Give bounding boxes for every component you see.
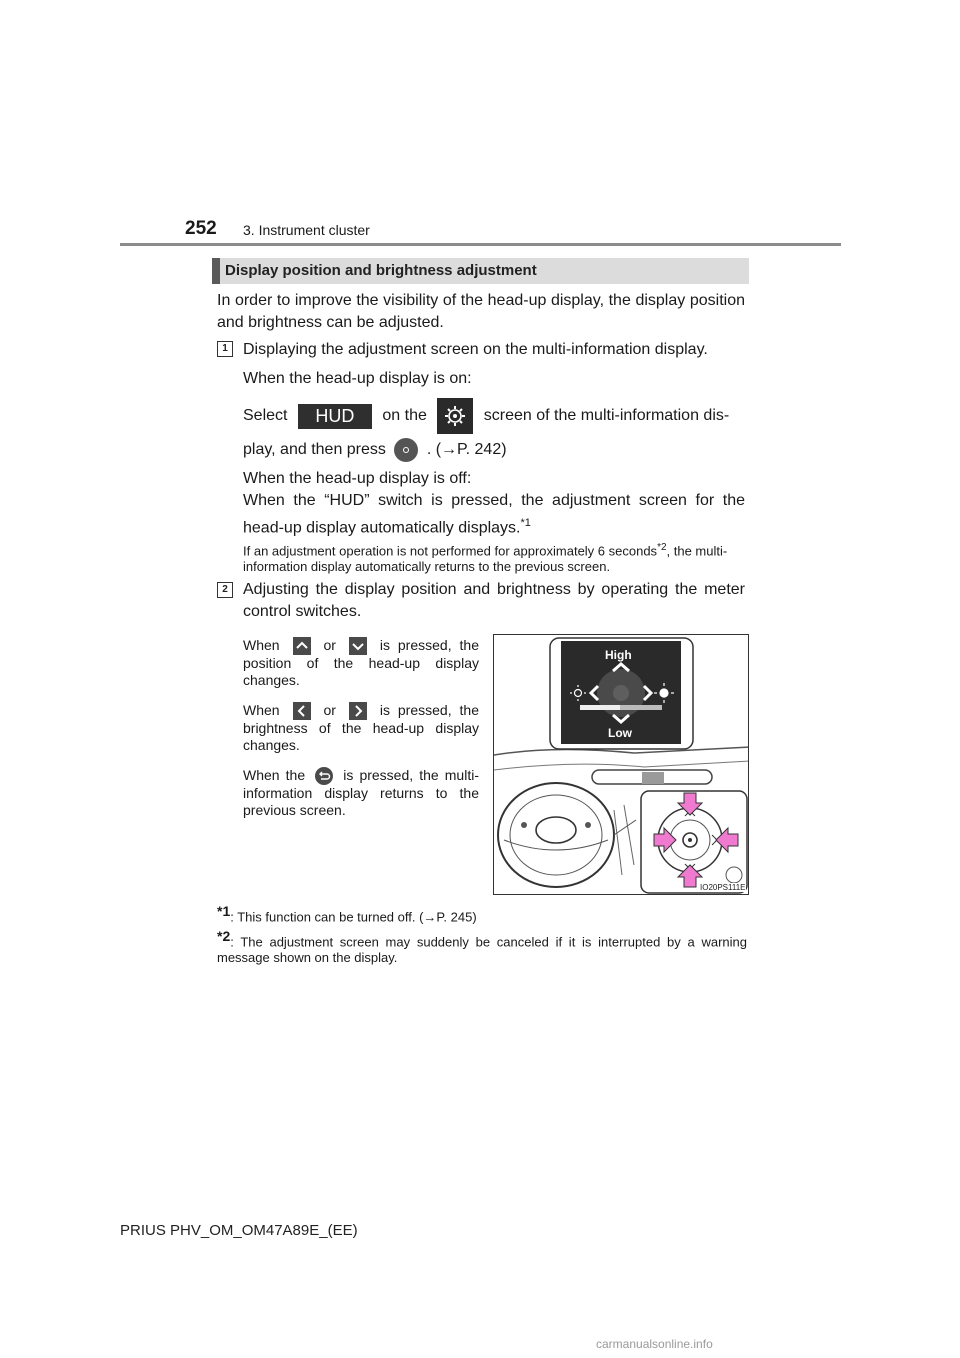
section-accent [212, 258, 220, 284]
footnote-ref-2: *2 [657, 542, 667, 553]
step1-on-label: When the head-up display is on: [243, 370, 472, 387]
step1-title: Displaying the adjustment screen on the multi-information display. [243, 341, 708, 358]
section-title: Display position and brightness adjustment [225, 262, 537, 279]
step2-item-back [243, 767, 479, 819]
footnote-ref-1: *1 [520, 517, 531, 529]
back-button-icon [315, 767, 333, 785]
watermark: carmanualsonline.info [596, 1337, 713, 1351]
item3-when: When the [243, 767, 306, 783]
item2-or: or [323, 702, 336, 718]
select-word: Select [243, 407, 288, 425]
illustration-drawing [494, 635, 749, 895]
page-ref-242: . (→P. 242) [426, 441, 507, 459]
footnote-1-text: : This function can be turned off. (→P. 245) [230, 909, 477, 925]
footnote-2 [217, 928, 747, 966]
gear-icon [437, 398, 473, 434]
footnote-1-mark: *1 [217, 903, 231, 919]
footnote-1 [217, 903, 747, 925]
step2-item-up-down [243, 637, 479, 689]
illustration-code: IO20PS111E [700, 883, 746, 892]
screen-text-a: screen of the multi-information dis- [483, 407, 730, 425]
item2-text: is pressed, the brightness of the head-up display changes. [243, 702, 480, 754]
item2-when: When [243, 702, 280, 718]
footnote-2-text: : The adjustment screen may suddenly be canceled if it is interrupted by a warning message shown on the display. [217, 934, 747, 966]
item1-when: When [243, 637, 280, 653]
document-footer: PRIUS PHV_OM_OM47A89E_(EE) [120, 1222, 358, 1239]
chevron-up-icon [293, 637, 311, 655]
screen-text-b: play, and then press [243, 441, 386, 459]
step1-note [243, 540, 748, 575]
on-the-text: on the [382, 407, 427, 425]
note-text: If an adjustment operation is not performed for approximately 6 seconds [243, 543, 658, 559]
step1-select-line [243, 398, 748, 434]
step1-off-text [243, 490, 745, 539]
step2-title: Adjusting the display position and brightness by operating the meter control switches. [243, 581, 745, 620]
high-label: High [605, 648, 632, 662]
item3-text: is pressed, the multi-information display returns to the previous screen. [243, 767, 479, 819]
hud-adjustment-illustration [493, 634, 749, 895]
step1-press-line [243, 438, 507, 462]
chevron-down-icon [349, 637, 367, 655]
step1-off-label: When the head-up display is off: [243, 470, 472, 487]
chapter-title: 3. Instrument cluster [243, 222, 370, 238]
item1-or: or [323, 637, 336, 653]
intro-paragraph: In order to improve the visibility of the head-up display, the display position and brightness can be adjusted. [217, 292, 745, 331]
step-number-2: 2 [217, 582, 233, 598]
low-label: Low [608, 726, 632, 740]
step2-item-left-right [243, 702, 479, 754]
item1-text: is pressed, the position of the head-up display changes. [243, 637, 480, 689]
note-text-b: , the multi-information display automatically returns to the previous screen. [243, 543, 728, 575]
page-number: 252 [185, 218, 217, 239]
header-rule [120, 243, 841, 246]
section-heading [212, 258, 749, 284]
footnote-2-mark: *2 [217, 928, 231, 944]
ok-button-icon [394, 438, 418, 462]
off-text: When the “HUD” switch is pressed, the adjustment screen for the head-up display automatically displays. [243, 492, 745, 537]
chevron-left-icon [293, 702, 311, 720]
hud-button-icon: HUD [298, 404, 372, 429]
chevron-right-icon [349, 702, 367, 720]
step-number-1: 1 [217, 341, 233, 357]
